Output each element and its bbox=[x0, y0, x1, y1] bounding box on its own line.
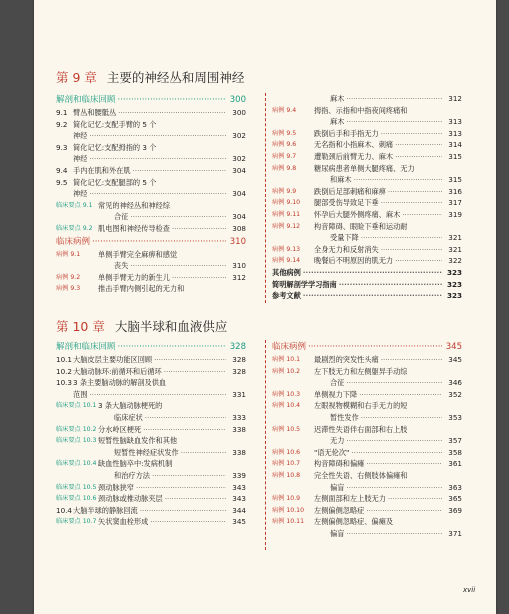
entry-number: 9.5 bbox=[56, 177, 68, 187]
leader-dots bbox=[118, 340, 226, 354]
leader-dots bbox=[346, 93, 442, 105]
toc-entry-continuation bbox=[272, 412, 462, 424]
entry-tag: 病例 9.6 bbox=[272, 141, 297, 149]
toc-case bbox=[56, 283, 246, 295]
entry-tag: 病例 10.4 bbox=[272, 402, 301, 410]
toc-entry bbox=[56, 354, 246, 366]
toc-clinical-point bbox=[56, 424, 246, 436]
entry-tag: 临床要点 10.3 bbox=[56, 437, 97, 445]
entry-page: 331 bbox=[232, 389, 246, 399]
chapter-9-left-column bbox=[56, 93, 246, 295]
entry-title: 最剧烈的突发性头痛 bbox=[314, 355, 379, 364]
entry-tag: 病例 10.3 bbox=[272, 390, 301, 398]
toc-section-heading bbox=[56, 93, 246, 107]
entry-title: 神经 bbox=[73, 131, 88, 141]
leader-dots bbox=[346, 482, 442, 494]
toc-clinical-point bbox=[56, 400, 246, 412]
entry-title: 简化记忆:支配手臂的 5 个 bbox=[73, 119, 157, 129]
leader-dots bbox=[143, 424, 226, 436]
entry-title: 范围 bbox=[73, 389, 88, 399]
entry-tag: 病例 10.2 bbox=[272, 367, 301, 375]
entry-title: 麻木 bbox=[330, 94, 345, 103]
entry-title: 简化记忆:支配腿部的 5 个 bbox=[73, 177, 157, 187]
section-label: 解剖和临床回顾 bbox=[56, 95, 116, 105]
leader-dots bbox=[395, 255, 442, 267]
leader-dots bbox=[346, 528, 442, 540]
toc-entry-continuation bbox=[272, 93, 462, 105]
toc-case bbox=[272, 424, 462, 436]
toc-case bbox=[272, 493, 462, 505]
toc-case bbox=[272, 470, 462, 482]
leader-dots bbox=[395, 139, 442, 151]
leader-dots bbox=[346, 377, 442, 389]
entry-number: 9.3 bbox=[56, 142, 68, 152]
toc-entry-continuation bbox=[56, 412, 246, 424]
toc-entry-continuation bbox=[272, 482, 462, 494]
toc-case bbox=[272, 447, 462, 459]
entry-page: 338 bbox=[232, 447, 246, 457]
toc-case bbox=[272, 209, 462, 221]
entry-title: 矢状窦血栓形成 bbox=[98, 517, 149, 527]
entry-title: 临床症状 bbox=[114, 412, 143, 422]
entry-number: 10.4 bbox=[56, 505, 73, 515]
leader-dots bbox=[354, 174, 442, 186]
entry-page: 314 bbox=[448, 140, 462, 150]
entry-tag: 临床要点 10.6 bbox=[56, 495, 97, 503]
leader-dots bbox=[130, 211, 226, 223]
toc-clinical-point bbox=[56, 200, 246, 212]
leader-dots bbox=[303, 267, 442, 279]
toc-entry-continuation bbox=[272, 435, 462, 447]
entry-page: 361 bbox=[448, 459, 462, 469]
entry-page: 328 bbox=[229, 342, 246, 352]
entry-title: 受量下降 bbox=[330, 233, 359, 243]
leader-dots bbox=[145, 412, 226, 424]
chapter-number: 第 9 章 bbox=[56, 70, 97, 85]
toc-entry-continuation bbox=[272, 116, 462, 128]
entry-title: 神经 bbox=[73, 154, 88, 164]
toc-entry-continuation bbox=[56, 211, 246, 223]
entry-page: 304 bbox=[232, 165, 246, 175]
entry-page: 358 bbox=[448, 447, 462, 457]
entry-tag: 病例 10.5 bbox=[272, 425, 301, 433]
entry-page: 310 bbox=[232, 261, 246, 271]
entry-title: 无力 bbox=[330, 436, 345, 446]
entry-number: 10.3 bbox=[56, 378, 73, 388]
entry-tag: 临床要点 10.7 bbox=[56, 518, 97, 526]
entry-page: 312 bbox=[448, 94, 462, 103]
section-label: 临床病例 bbox=[272, 342, 307, 352]
entry-number: 9.4 bbox=[56, 165, 68, 175]
entry-tag: 病例 9.2 bbox=[56, 273, 81, 281]
leader-dots bbox=[381, 197, 442, 209]
leader-dots bbox=[346, 435, 442, 447]
toc-case bbox=[56, 249, 246, 261]
entry-title: 颈动脉或椎动脉夹层 bbox=[98, 494, 163, 504]
section-label: 解剖和临床回顾 bbox=[56, 342, 116, 352]
entry-page: 321 bbox=[448, 244, 462, 254]
entry-number: 10.2 bbox=[56, 366, 73, 376]
entry-title: 腿部受伤导致足下垂 bbox=[314, 198, 379, 208]
entry-title: 构音障碍、眼睑下垂和运动耐 bbox=[314, 221, 408, 231]
entry-title: 单侧视力下降 bbox=[314, 389, 358, 399]
entry-page: 357 bbox=[448, 436, 462, 446]
toc-section-heading bbox=[56, 340, 246, 354]
entry-number: 10.1 bbox=[56, 355, 73, 364]
entry-title: 3 条主要脑动脉的解剖及供血 bbox=[73, 378, 167, 388]
entry-page: 339 bbox=[232, 470, 246, 480]
chapter-title: 主要的神经丛和周围神经 bbox=[106, 70, 245, 85]
entry-title: 简明解剖学学习指南 bbox=[272, 279, 337, 289]
leader-dots bbox=[152, 470, 226, 482]
toc-section-heading bbox=[56, 235, 246, 249]
entry-title: "语无伦次" bbox=[314, 447, 350, 457]
entry-title: 简化记忆:支配拇指的 3 个 bbox=[73, 142, 157, 152]
entry-title: 其他病例 bbox=[272, 267, 301, 277]
leader-dots bbox=[89, 188, 226, 200]
leader-dots bbox=[136, 482, 226, 494]
leader-dots bbox=[133, 165, 226, 177]
leader-dots bbox=[388, 186, 442, 198]
entry-tag: 病例 9.13 bbox=[272, 245, 301, 253]
entry-title: 手内在肌和外在肌 bbox=[73, 165, 131, 175]
entry-title: 完全性失语、右侧肢体偏瘫和 bbox=[314, 470, 408, 480]
toc-entry bbox=[56, 188, 246, 200]
toc-entry-continuation bbox=[272, 377, 462, 389]
toc-section-heading bbox=[272, 340, 462, 354]
entry-page: 319 bbox=[448, 209, 462, 219]
entry-tag: 临床要点 10.1 bbox=[56, 402, 97, 410]
entry-tag: 病例 10.7 bbox=[272, 460, 301, 468]
entry-page: 369 bbox=[448, 505, 462, 515]
entry-title: 遭勒颈后前臂无力、麻木 bbox=[314, 151, 394, 161]
toc-clinical-point bbox=[56, 458, 246, 470]
entry-page: 346 bbox=[448, 378, 462, 388]
entry-title: 3 条大脑动脉梗死的 bbox=[98, 401, 163, 411]
chapter-9-heading bbox=[56, 68, 244, 86]
entry-page: 317 bbox=[448, 198, 462, 208]
leader-dots bbox=[89, 130, 226, 142]
entry-title: 单侧手臂无力的新生儿 bbox=[98, 272, 170, 282]
entry-tag: 临床要点 9.1 bbox=[56, 201, 93, 209]
leader-dots bbox=[308, 340, 442, 354]
toc-case bbox=[272, 151, 462, 163]
chapter-10-left-column bbox=[56, 340, 246, 528]
toc-case bbox=[272, 516, 462, 528]
entry-title: 大脑半球的静脉回流 bbox=[73, 505, 138, 515]
entry-page: 344 bbox=[232, 505, 246, 515]
toc-case bbox=[272, 105, 462, 117]
leader-dots bbox=[172, 272, 226, 284]
entry-page: 302 bbox=[232, 154, 246, 164]
toc-entry-continuation bbox=[56, 447, 246, 459]
toc-case bbox=[272, 139, 462, 151]
entry-tag: 病例 9.11 bbox=[272, 210, 301, 218]
chapter-10-right-column bbox=[272, 340, 462, 540]
page-number: xvii bbox=[463, 586, 476, 594]
leader-dots bbox=[361, 232, 442, 244]
entry-tag: 病例 9.8 bbox=[272, 164, 297, 172]
entry-number: 9.1 bbox=[56, 108, 68, 117]
toc-entry bbox=[56, 107, 246, 119]
entry-title: 偏盲 bbox=[330, 528, 345, 538]
toc-case bbox=[272, 505, 462, 517]
toc-clinical-point bbox=[56, 482, 246, 494]
entry-page: 338 bbox=[232, 424, 246, 434]
toc-entry-continuation bbox=[56, 470, 246, 482]
entry-page: 312 bbox=[232, 272, 246, 282]
entry-title: 缺血性脑卒中:发病机制 bbox=[98, 459, 173, 469]
entry-tag: 病例 10.9 bbox=[272, 495, 301, 503]
leader-dots bbox=[359, 389, 442, 401]
entry-page: 321 bbox=[448, 233, 462, 243]
leader-dots bbox=[130, 260, 226, 272]
entry-title: 晚餐后不明原因的肌无力 bbox=[314, 256, 394, 266]
entry-tag: 临床要点 10.4 bbox=[56, 460, 97, 468]
leader-dots bbox=[402, 209, 442, 221]
toc-entry bbox=[56, 505, 246, 517]
entry-title: 分水岭区梗死 bbox=[98, 424, 142, 434]
entry-title: 臂丛和腰骶丛 bbox=[73, 108, 117, 117]
toc-case bbox=[272, 221, 462, 233]
toc-clinical-point bbox=[56, 493, 246, 505]
entry-page: 333 bbox=[232, 412, 246, 422]
entry-page: 328 bbox=[232, 355, 246, 364]
entry-tag: 病例 10.6 bbox=[272, 448, 301, 456]
entry-title: 构音障碍和偏瘫 bbox=[314, 459, 365, 469]
entry-page: 310 bbox=[229, 236, 246, 247]
toc-case bbox=[272, 128, 462, 140]
entry-title: 肌电图和神经传导检查 bbox=[98, 223, 170, 233]
toc-entry bbox=[272, 267, 462, 279]
entry-title: 神经 bbox=[73, 189, 88, 199]
entry-title: 单侧手臂完全麻痹和感觉 bbox=[98, 249, 178, 259]
entry-title: 参考文献 bbox=[272, 291, 301, 301]
leader-dots bbox=[165, 493, 226, 505]
toc-case bbox=[272, 366, 462, 378]
leader-dots bbox=[351, 447, 442, 459]
toc-case bbox=[272, 163, 462, 175]
entry-title: 推击手臂内侧引起的无力和 bbox=[98, 284, 185, 294]
entry-title: 常见的神经丛和神经综 bbox=[98, 200, 170, 210]
entry-page: 345 bbox=[448, 355, 462, 364]
entry-page: 313 bbox=[448, 117, 462, 127]
toc-entry bbox=[272, 279, 462, 291]
entry-title: 糖尿病患者单侧大腿疼痛、无力 bbox=[314, 163, 415, 173]
entry-page: 352 bbox=[448, 389, 462, 399]
entry-title: 左侧偏侧忽略症 bbox=[314, 505, 365, 515]
toc-entry bbox=[56, 165, 246, 177]
entry-title: 合征 bbox=[114, 212, 129, 222]
entry-page: 365 bbox=[448, 494, 462, 504]
leader-dots bbox=[366, 458, 442, 470]
entry-tag: 病例 10.11 bbox=[272, 518, 305, 526]
entry-tag: 病例 9.7 bbox=[272, 152, 297, 160]
entry-title: 全身无力和反射消失 bbox=[314, 244, 379, 254]
entry-page: 345 bbox=[445, 342, 462, 352]
entry-tag: 病例 9.4 bbox=[272, 106, 297, 114]
leader-dots bbox=[89, 389, 226, 401]
entry-title: 怀孕后大腿外侧疼痛、麻木 bbox=[314, 209, 401, 219]
entry-tag: 病例 9.3 bbox=[56, 285, 81, 293]
entry-tag: 病例 9.5 bbox=[272, 129, 297, 137]
entry-tag: 病例 10.1 bbox=[272, 356, 301, 363]
leader-dots bbox=[381, 354, 442, 366]
entry-title: 无名指和小指麻木、刺痛 bbox=[314, 140, 394, 150]
entry-page: 308 bbox=[232, 223, 246, 233]
chapter-title: 大脑半球和血液供应 bbox=[114, 319, 228, 334]
entry-page: 304 bbox=[232, 189, 246, 199]
entry-tag: 临床要点 10.5 bbox=[56, 483, 97, 491]
column-divider bbox=[265, 93, 266, 303]
toc-clinical-point bbox=[56, 516, 246, 528]
entry-page: 316 bbox=[448, 186, 462, 196]
leader-dots bbox=[303, 290, 442, 302]
toc-entry bbox=[56, 389, 246, 401]
leader-dots bbox=[381, 244, 442, 256]
entry-page: 300 bbox=[229, 95, 246, 105]
entry-title: 合征 bbox=[330, 378, 345, 388]
toc-case bbox=[272, 400, 462, 412]
leader-dots bbox=[89, 153, 226, 165]
section-label: 临床病例 bbox=[56, 236, 91, 247]
entry-title: 和治疗方法 bbox=[114, 470, 150, 480]
entry-page: 363 bbox=[448, 482, 462, 492]
chapter-10-heading bbox=[56, 317, 227, 335]
leader-dots bbox=[381, 128, 442, 140]
entry-page: 323 bbox=[446, 291, 462, 301]
leader-dots bbox=[118, 93, 226, 107]
leader-dots bbox=[172, 223, 226, 235]
entry-title: 左下肢无力和左侧躯异手动综 bbox=[314, 366, 408, 376]
leader-dots bbox=[92, 235, 226, 249]
leader-dots bbox=[361, 412, 442, 424]
toc-clinical-point bbox=[56, 435, 246, 447]
entry-page: 343 bbox=[232, 482, 246, 492]
toc-case bbox=[272, 389, 462, 401]
leader-dots bbox=[118, 107, 226, 119]
entry-tag: 病例 9.12 bbox=[272, 222, 301, 230]
entry-page: 304 bbox=[232, 212, 246, 222]
toc-entry bbox=[56, 142, 246, 154]
toc-entry-continuation bbox=[272, 528, 462, 540]
entry-page: 313 bbox=[448, 128, 462, 138]
toc-entry bbox=[56, 377, 246, 389]
entry-title: 和麻木 bbox=[330, 175, 352, 185]
toc-case bbox=[272, 244, 462, 256]
entry-title: 跌倒后手和手指无力 bbox=[314, 128, 379, 138]
entry-page: 323 bbox=[446, 279, 462, 289]
entry-tag: 临床要点 9.2 bbox=[56, 224, 93, 232]
entry-title: 左侧偏侧忽略症、偏瘫及 bbox=[314, 517, 394, 527]
toc-entry-continuation bbox=[272, 232, 462, 244]
leader-dots bbox=[366, 505, 442, 517]
toc-case bbox=[56, 272, 246, 284]
toc-entry bbox=[56, 177, 246, 189]
entry-tag: 病例 9.10 bbox=[272, 199, 301, 207]
toc-entry-continuation bbox=[272, 174, 462, 186]
toc-case bbox=[272, 458, 462, 470]
entry-title: 拇指、示指和中指夜间疼痛和 bbox=[314, 105, 408, 115]
toc-entry-continuation bbox=[56, 260, 246, 272]
entry-page: 345 bbox=[232, 517, 246, 527]
chapter-9-right-column bbox=[272, 93, 462, 302]
entry-page: 315 bbox=[448, 151, 462, 161]
entry-title: 暂性发作 bbox=[330, 412, 359, 422]
leader-dots bbox=[164, 366, 226, 378]
entry-title: 丧失 bbox=[114, 261, 129, 271]
entry-number: 9.2 bbox=[56, 119, 68, 129]
entry-page: 371 bbox=[448, 528, 462, 538]
entry-tag: 病例 10.8 bbox=[272, 471, 301, 479]
leader-dots bbox=[181, 447, 226, 459]
leader-dots bbox=[346, 116, 442, 128]
entry-page: 315 bbox=[448, 175, 462, 185]
entry-title: 左侧面部和左上肢无力 bbox=[314, 494, 386, 504]
entry-tag: 病例 9.1 bbox=[56, 250, 81, 258]
entry-tag: 病例 10.10 bbox=[272, 506, 305, 514]
entry-title: 麻木 bbox=[330, 117, 345, 127]
entry-page: 353 bbox=[448, 412, 462, 422]
entry-page: 328 bbox=[232, 366, 246, 376]
leader-dots bbox=[388, 493, 442, 505]
leader-dots bbox=[339, 279, 442, 291]
column-divider bbox=[265, 340, 266, 550]
toc-case bbox=[272, 255, 462, 267]
entry-page: 300 bbox=[232, 108, 246, 117]
entry-page: 322 bbox=[448, 256, 462, 266]
leader-dots bbox=[154, 354, 226, 366]
entry-title: 短暂性脑缺血发作和其他 bbox=[98, 436, 178, 446]
book-page bbox=[34, 0, 496, 614]
entry-title: 大脑皮层主要功能区回顾 bbox=[73, 355, 153, 364]
entry-title: 迟滞性失语伴右面部和右上肢 bbox=[314, 424, 408, 434]
toc-case bbox=[272, 354, 462, 366]
entry-tag: 病例 9.9 bbox=[272, 187, 297, 195]
toc-case bbox=[272, 197, 462, 209]
entry-title: 左眼视物模糊和右手无力的短 bbox=[314, 401, 408, 411]
entry-title: 跌倒后足部刺痛和麻痹 bbox=[314, 186, 386, 196]
chapter-number: 第 10 章 bbox=[56, 319, 105, 334]
toc-entry bbox=[56, 130, 246, 142]
entry-title: 大脑动脉环:前循环和后循环 bbox=[73, 366, 162, 376]
entry-page: 323 bbox=[446, 267, 462, 277]
leader-dots bbox=[140, 505, 226, 517]
entry-page: 343 bbox=[232, 494, 246, 504]
toc-clinical-point bbox=[56, 223, 246, 235]
entry-title: 颈动脉狭窄 bbox=[98, 482, 134, 492]
leader-dots bbox=[395, 151, 442, 163]
entry-page: 302 bbox=[232, 131, 246, 141]
entry-tag: 病例 9.14 bbox=[272, 257, 301, 265]
entry-title: 短暂性神经症状发作 bbox=[114, 447, 179, 457]
entry-tag: 临床要点 10.2 bbox=[56, 425, 97, 433]
toc-case bbox=[272, 186, 462, 198]
toc-entry bbox=[56, 119, 246, 131]
toc-entry bbox=[56, 153, 246, 165]
entry-title: 偏盲 bbox=[330, 482, 345, 492]
toc-entry bbox=[56, 366, 246, 378]
leader-dots bbox=[150, 516, 226, 528]
toc-entry bbox=[272, 290, 462, 302]
